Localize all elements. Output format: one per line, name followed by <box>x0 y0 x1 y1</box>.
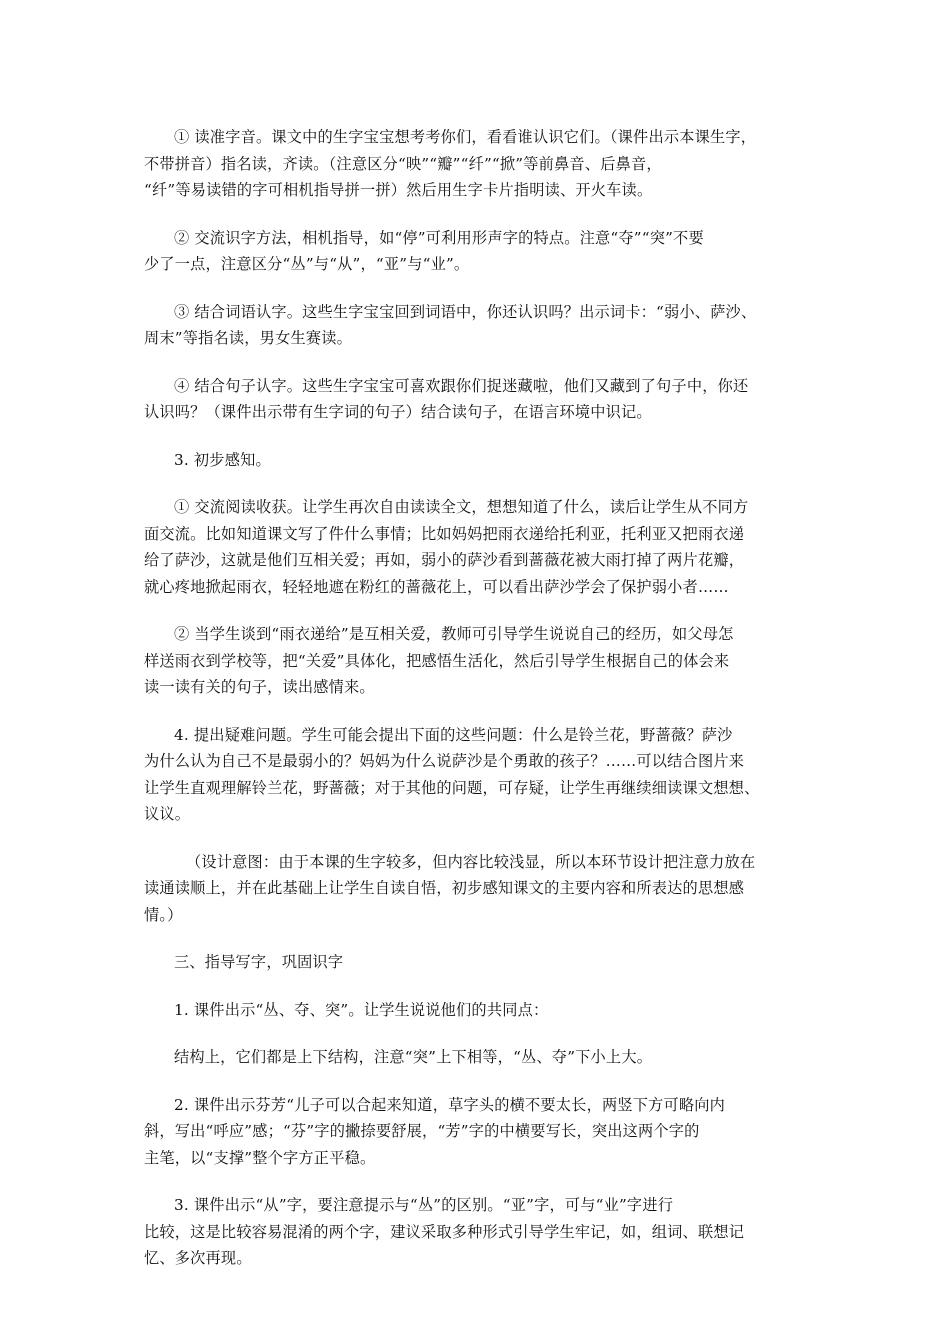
paragraph-mutual-care: ② 当学生谈到“雨衣递给”是互相关爱，教师可引导学生说说自己的经历，如父母怎 样送雨衣到学校等，把“关爱”具体化，把感悟生活化，然后引导学生根据自己的体会来 读一读有关的句子，读出感情来。 <box>144 625 734 696</box>
paragraph-cong-ya-comparison: 3. 课件出示“从”字，要注意提示与“丛”的区别。“亚”字，可与“业”字进行 比较，这是比较容易混淆的两个字，建议采取多种形式引导学生牢记，如，组词、联想记 忆、多次再现。 <box>144 1196 745 1267</box>
paragraph-sentence-recognition: ④ 结合句子认字。这些生字宝宝可喜欢跟你们捉迷藏啦，他们又藏到了句子中，你还 认识吗？（课件出示带有生字词的句子）结合读句子，在语言环境中识记。 <box>144 376 749 421</box>
paragraph-read-pronunciation: ① 读准字音。课文中的生字宝宝想考考你们，看看谁认识它们。（课件出示本课生字， 不带拼音）指名读，齐读。（注意区分“映”“瓣”“纤”“掀”等前鼻音、后鼻音， “纤”等易读错的字可相机指导拼一拼）然后用生字卡片指明读、开火车读。 <box>144 128 757 199</box>
paragraph-reading-gains: ① 交流阅读收获。让学生再次自由读读全文，想想知道了什么，读后让学生从不同方 面交流。比如知道课文写了件什么事情；比如妈妈把雨衣递给托利亚，托利亚又把雨衣递 给了萨沙，这就是他们互相关爱；再如，弱小的萨沙看到蔷薇花被大雨打掉了两片花瓣， 就心疼地掀起雨衣，轻轻地遮在粉红的蔷薇花上，可以看出萨沙学会了保护弱小者…… <box>144 498 749 596</box>
paragraph-courseware-characters: 1. 课件出示“丛、夺、突”。让学生说说他们的共同点： <box>174 1000 549 1019</box>
section-heading-writing-guidance: 三、指导写字，巩固识字 <box>174 953 344 971</box>
paragraph-fen-fang-guidance: 2. 课件出示芬芳“儿子可以合起来知道，草字头的横不要太长，两竖下方可略向内 斜，写出“呼应”感；“芬”字的撇捺要舒展，“芳”字的中横要写长，突出这两个字的 主笔，以“支撑”整个字方正平稳。 <box>144 1095 726 1167</box>
paragraph-words-recognition: ③ 结合词语认字。这些生字宝宝回到词语中，你还认识吗？出示词卡：“弱小、萨沙、 周末”等指名读，男女生赛读。 <box>144 302 757 347</box>
paragraph-difficult-questions: 4. 提出疑难问题。学生可能会提出下面的这些问题：什么是铃兰花，野蔷薇？萨沙 为什么认为自己不是最弱小的？妈妈为什么说萨沙是个勇敢的孩子？……可以结合图片来 让学生直观理解铃兰花，野蔷薇；对于其他的问题，可存疑，让学生再继续细读课文想想、 议议。 <box>144 725 760 823</box>
document-body <box>144 124 812 1293</box>
paragraph-structure-note: 结构上，它们都是上下结构，注意“突”上下相等，“丛、夺”下小上大。 <box>174 1048 653 1066</box>
paragraph-design-intent: （设计意图：由于本课的生字较多，但内容比较浅显，所以本环节设计把注意力放在 读通读顺上，并在此基础上让学生自读自悟，初步感知课文的主要内容和所表达的思想感 情。） <box>144 852 756 924</box>
paragraph-literacy-methods: ② 交流识字方法，相机指导，如“停”可利用形声字的特点。注意“夺”“突”不要 少了一点，注意区分“丛”与“从”，“亚”与“业”。 <box>144 228 704 273</box>
heading-initial-perception: 3. 初步感知。 <box>174 450 271 469</box>
